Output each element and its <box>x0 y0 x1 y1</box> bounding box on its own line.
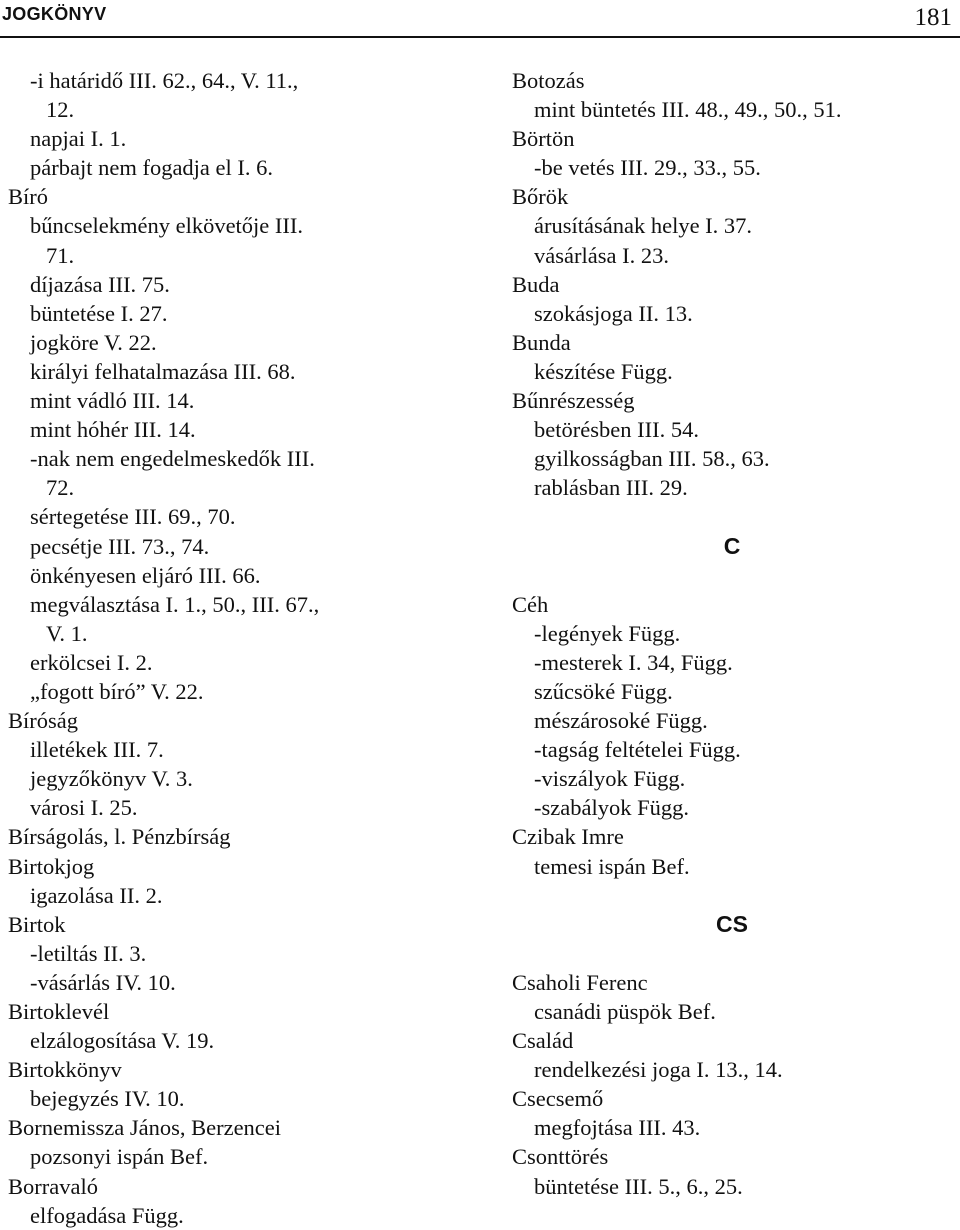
index-subentry: betörésben III. 54. <box>534 417 699 443</box>
index-subentry-continuation: 12. <box>46 97 75 123</box>
index-heading: Bunda <box>512 329 571 355</box>
index-subentry: árusításának helye I. 37. <box>534 213 753 239</box>
spacer <box>512 881 952 910</box>
index-subentry: -tagság feltételei Függ. <box>534 737 741 763</box>
index-heading: Csonttörés <box>512 1144 609 1170</box>
index-subentry: szűcsöké Függ. <box>534 678 673 704</box>
index-heading: Bíró <box>8 184 49 210</box>
index-subentry: jegyzőkönyv V. 3. <box>30 766 193 792</box>
index-subentry: vásárlása I. 23. <box>534 242 669 268</box>
spacer <box>512 502 952 531</box>
index-subentry: -vásárlás IV. 10. <box>30 969 176 995</box>
index-subentry: sértegetése III. 69., 70. <box>30 504 236 530</box>
letter-section-heading: CS <box>716 910 748 937</box>
index-subentry: díjazása III. 75. <box>30 271 170 297</box>
index-subentry: gyilkosságban III. 58., 63. <box>534 446 770 472</box>
index-subentry: megfojtása III. 43. <box>534 1115 701 1141</box>
index-subentry: pozsonyi ispán Bef. <box>30 1144 209 1170</box>
index-subentry: -be vetés III. 29., 33., 55. <box>534 155 761 181</box>
index-subentry: „fogott bíró” V. 22. <box>30 678 204 704</box>
index-subentry: készítése Függ. <box>534 358 673 384</box>
index-heading: Birtokkönyv <box>8 1057 122 1083</box>
index-subentry: büntetése III. 5., 6., 25. <box>534 1173 743 1199</box>
index-subentry: -i határidő III. 62., 64., V. 11., <box>30 68 299 93</box>
index-subentry: -letiltás II. 3. <box>30 940 147 966</box>
index-heading: Birtoklevél <box>8 999 110 1024</box>
index-heading: Céh <box>512 591 549 617</box>
index-column-left <box>8 66 478 1230</box>
index-heading: Bornemissza János, Berzencei <box>8 1115 282 1141</box>
index-subentry: büntetése I. 27. <box>30 300 168 326</box>
index-subentry: mészárosoké Függ. <box>534 708 708 734</box>
index-subentry: -legények Függ. <box>534 620 681 646</box>
page-number: 181 <box>914 4 952 31</box>
running-title: JOGKÖNYV <box>2 4 107 24</box>
index-subentry: -viszályok Függ. <box>534 766 686 792</box>
index-subentry-continuation: 72. <box>46 475 75 501</box>
index-subentry: rablásban III. 29. <box>534 475 688 501</box>
spacer <box>512 561 952 590</box>
index-heading: Buda <box>512 271 560 297</box>
index-subentry: -nak nem engedelmeskedők III. <box>30 446 315 472</box>
index-heading: Birtokjog <box>8 853 95 879</box>
index-heading: Borravaló <box>8 1173 98 1199</box>
index-subentry: napjai I. 1. <box>30 126 127 152</box>
index-subentry: temesi ispán Bef. <box>534 853 690 879</box>
index-subentry: szokásjoga II. 13. <box>534 300 693 326</box>
index-subentry: -mesterek I. 34, Függ. <box>534 649 733 675</box>
index-column-right <box>512 66 952 1201</box>
letter-section-heading: C <box>723 532 741 559</box>
index-heading: Bírságolás, l. Pénzbírság <box>8 824 231 850</box>
index-subentry: -szabályok Függ. <box>534 795 689 821</box>
index-subentry: bűncselekmény elkövetője III. <box>30 213 304 239</box>
index-subentry: rendelkezési joga I. 13., 14. <box>534 1057 783 1083</box>
page-header <box>0 0 960 40</box>
index-heading: Bűnrészesség <box>512 388 635 414</box>
index-subentry: elfogadása Függ. <box>30 1202 184 1228</box>
index-heading: Birtok <box>8 911 66 937</box>
index-subentry: illetékek III. 7. <box>30 737 164 763</box>
index-heading: Bőrök <box>512 184 569 210</box>
index-subentry: mint büntetés III. 48., 49., 50., 51. <box>534 97 842 123</box>
index-subentry: jogköre V. 22. <box>30 329 157 355</box>
index-subentry: mint vádló III. 14. <box>30 388 195 414</box>
index-subentry: erkölcsei I. 2. <box>30 649 153 675</box>
index-subentry: párbajt nem fogadja el I. 6. <box>30 155 274 181</box>
index-heading: Csecsemő <box>512 1086 604 1112</box>
index-heading: Börtön <box>512 126 575 152</box>
index-heading: Botozás <box>512 68 585 93</box>
spacer <box>512 939 952 968</box>
index-heading: Csaholi Ferenc <box>512 969 648 995</box>
index-subentry: igazolása II. 2. <box>30 882 163 908</box>
index-subentry: csanádi püspök Bef. <box>534 999 716 1024</box>
index-subentry: megválasztása I. 1., 50., III. 67., <box>30 591 320 617</box>
index-subentry-continuation: 71. <box>46 242 75 268</box>
index-subentry: pecsétje III. 73., 74. <box>30 533 210 559</box>
index-subentry: elzálogosítása V. 19. <box>30 1028 215 1054</box>
index-subentry: bejegyzés IV. 10. <box>30 1086 185 1112</box>
index-heading: Czibak Imre <box>512 824 624 850</box>
index-subentry: királyi felhatalmazása III. 68. <box>30 358 296 384</box>
index-heading: Bíróság <box>8 708 78 734</box>
index-subentry-continuation: V. 1. <box>46 620 88 646</box>
index-subentry: önkényesen eljáró III. 66. <box>30 562 261 588</box>
index-heading: Család <box>512 1028 574 1054</box>
index-subentry: mint hóhér III. 14. <box>30 417 196 443</box>
header-rule <box>0 36 960 38</box>
index-subentry: városi I. 25. <box>30 795 138 821</box>
